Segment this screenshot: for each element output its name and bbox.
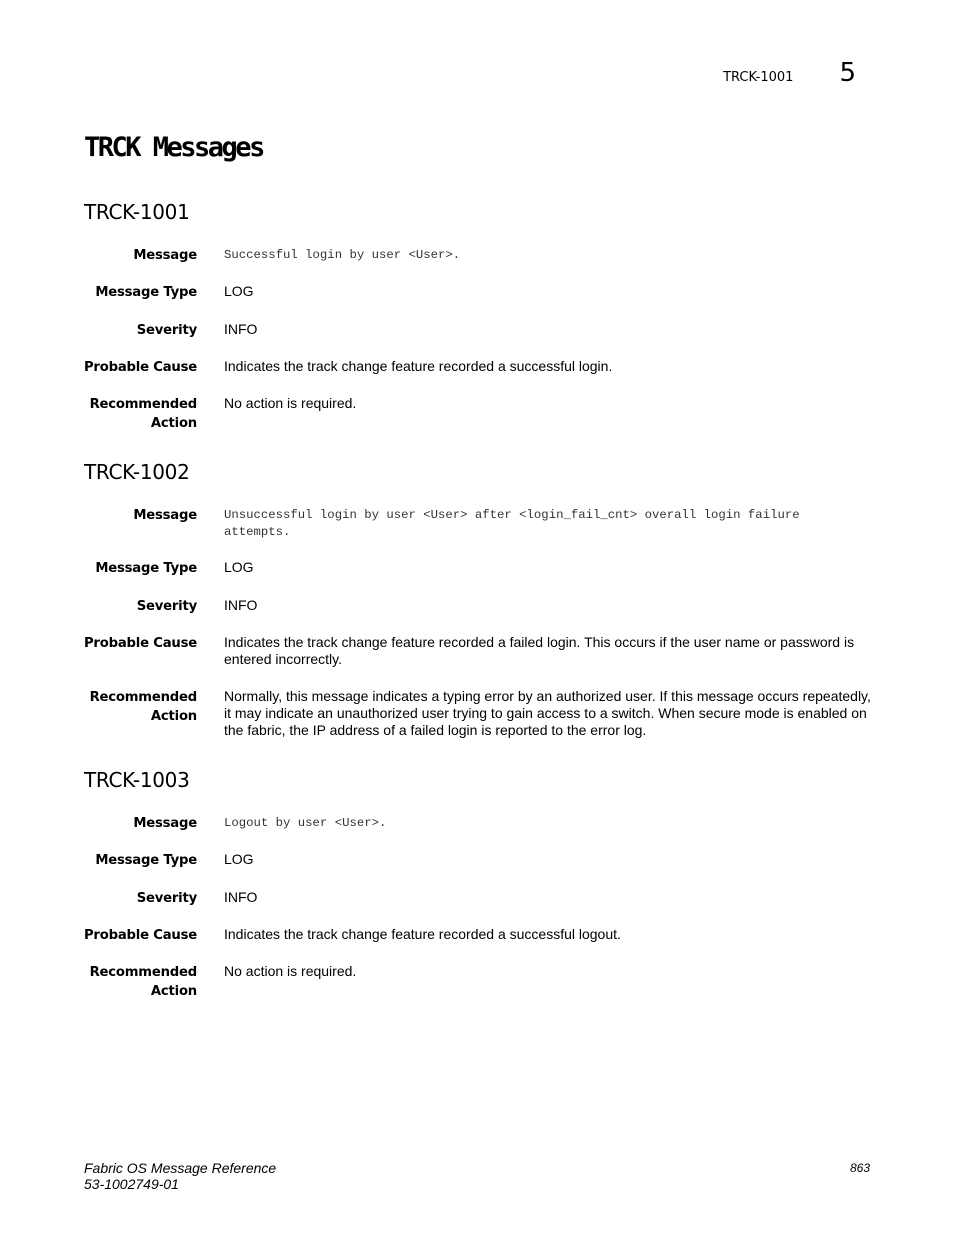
probable-cause-text: Indicates the track change feature recorded a successful logout.	[224, 926, 621, 942]
field-label: Severity	[136, 599, 197, 614]
running-header	[723, 58, 856, 88]
field-label: Probable Cause	[83, 360, 197, 375]
label-line-1: Recommended	[89, 690, 197, 705]
label-line-2: Action	[150, 709, 197, 724]
recommended-action-text: No action is required.	[224, 395, 357, 411]
document-title: Fabric OS Message Reference	[84, 1160, 277, 1176]
field-label: Message	[133, 508, 197, 523]
recommended-action-text: Normally, this message indicates a typing error by an authorized user. If this message occurs repeatedly, it may indicate an unauthorized user trying to gain access to a switch. When secure mode is enabled on the fabric, the IP address of a failed login is reported to the error log.	[224, 688, 871, 738]
field-label: Message	[133, 248, 197, 263]
message-text: Unsuccessful login by user <User> after <login_fail_cnt> overall login failure attempts.	[224, 508, 800, 539]
field-label: Probable Cause	[83, 928, 197, 943]
message-type-value: LOG	[224, 283, 254, 299]
probable-cause-text: Indicates the track change feature recorded a failed login. This occurs if the user name or password is entered incorrectly.	[224, 634, 855, 667]
chapter-number: 5	[839, 58, 856, 88]
message-type-value: LOG	[224, 559, 254, 575]
field-label: Message Type	[95, 285, 197, 300]
severity-value: INFO	[224, 597, 258, 613]
severity-value: INFO	[224, 889, 258, 905]
field-label	[57, 963, 197, 1001]
field-label: Message Type	[95, 561, 197, 576]
probable-cause-text: Indicates the track change feature recorded a successful login.	[224, 358, 613, 374]
message-text: Successful login by user <User>.	[224, 248, 461, 262]
severity-value: INFO	[224, 321, 258, 337]
field-label: Severity	[136, 323, 197, 338]
message-type-value: LOG	[224, 851, 254, 867]
page-title: TRCK Messages	[84, 132, 263, 163]
recommended-action-text: No action is required.	[224, 963, 357, 979]
section-heading: TRCK-1001	[84, 200, 190, 224]
section-heading: TRCK-1002	[84, 460, 190, 484]
page-number: 863	[849, 1161, 870, 1175]
label-line-2: Action	[150, 416, 197, 431]
message-text: Logout by user <User>.	[224, 816, 387, 830]
field-label: Severity	[136, 891, 197, 906]
label-line-2: Action	[150, 984, 197, 999]
running-header-title: TRCK-1001	[723, 70, 794, 85]
field-label: Probable Cause	[83, 636, 197, 651]
field-label	[57, 395, 197, 433]
label-line-1: Recommended	[89, 397, 197, 412]
section-heading: TRCK-1003	[84, 768, 190, 792]
field-label	[57, 688, 197, 726]
field-label: Message Type	[95, 853, 197, 868]
page-footer	[84, 1160, 276, 1192]
label-line-1: Recommended	[89, 965, 197, 980]
field-label: Message	[133, 816, 197, 831]
document-number: 53-1002749-01	[84, 1176, 179, 1192]
